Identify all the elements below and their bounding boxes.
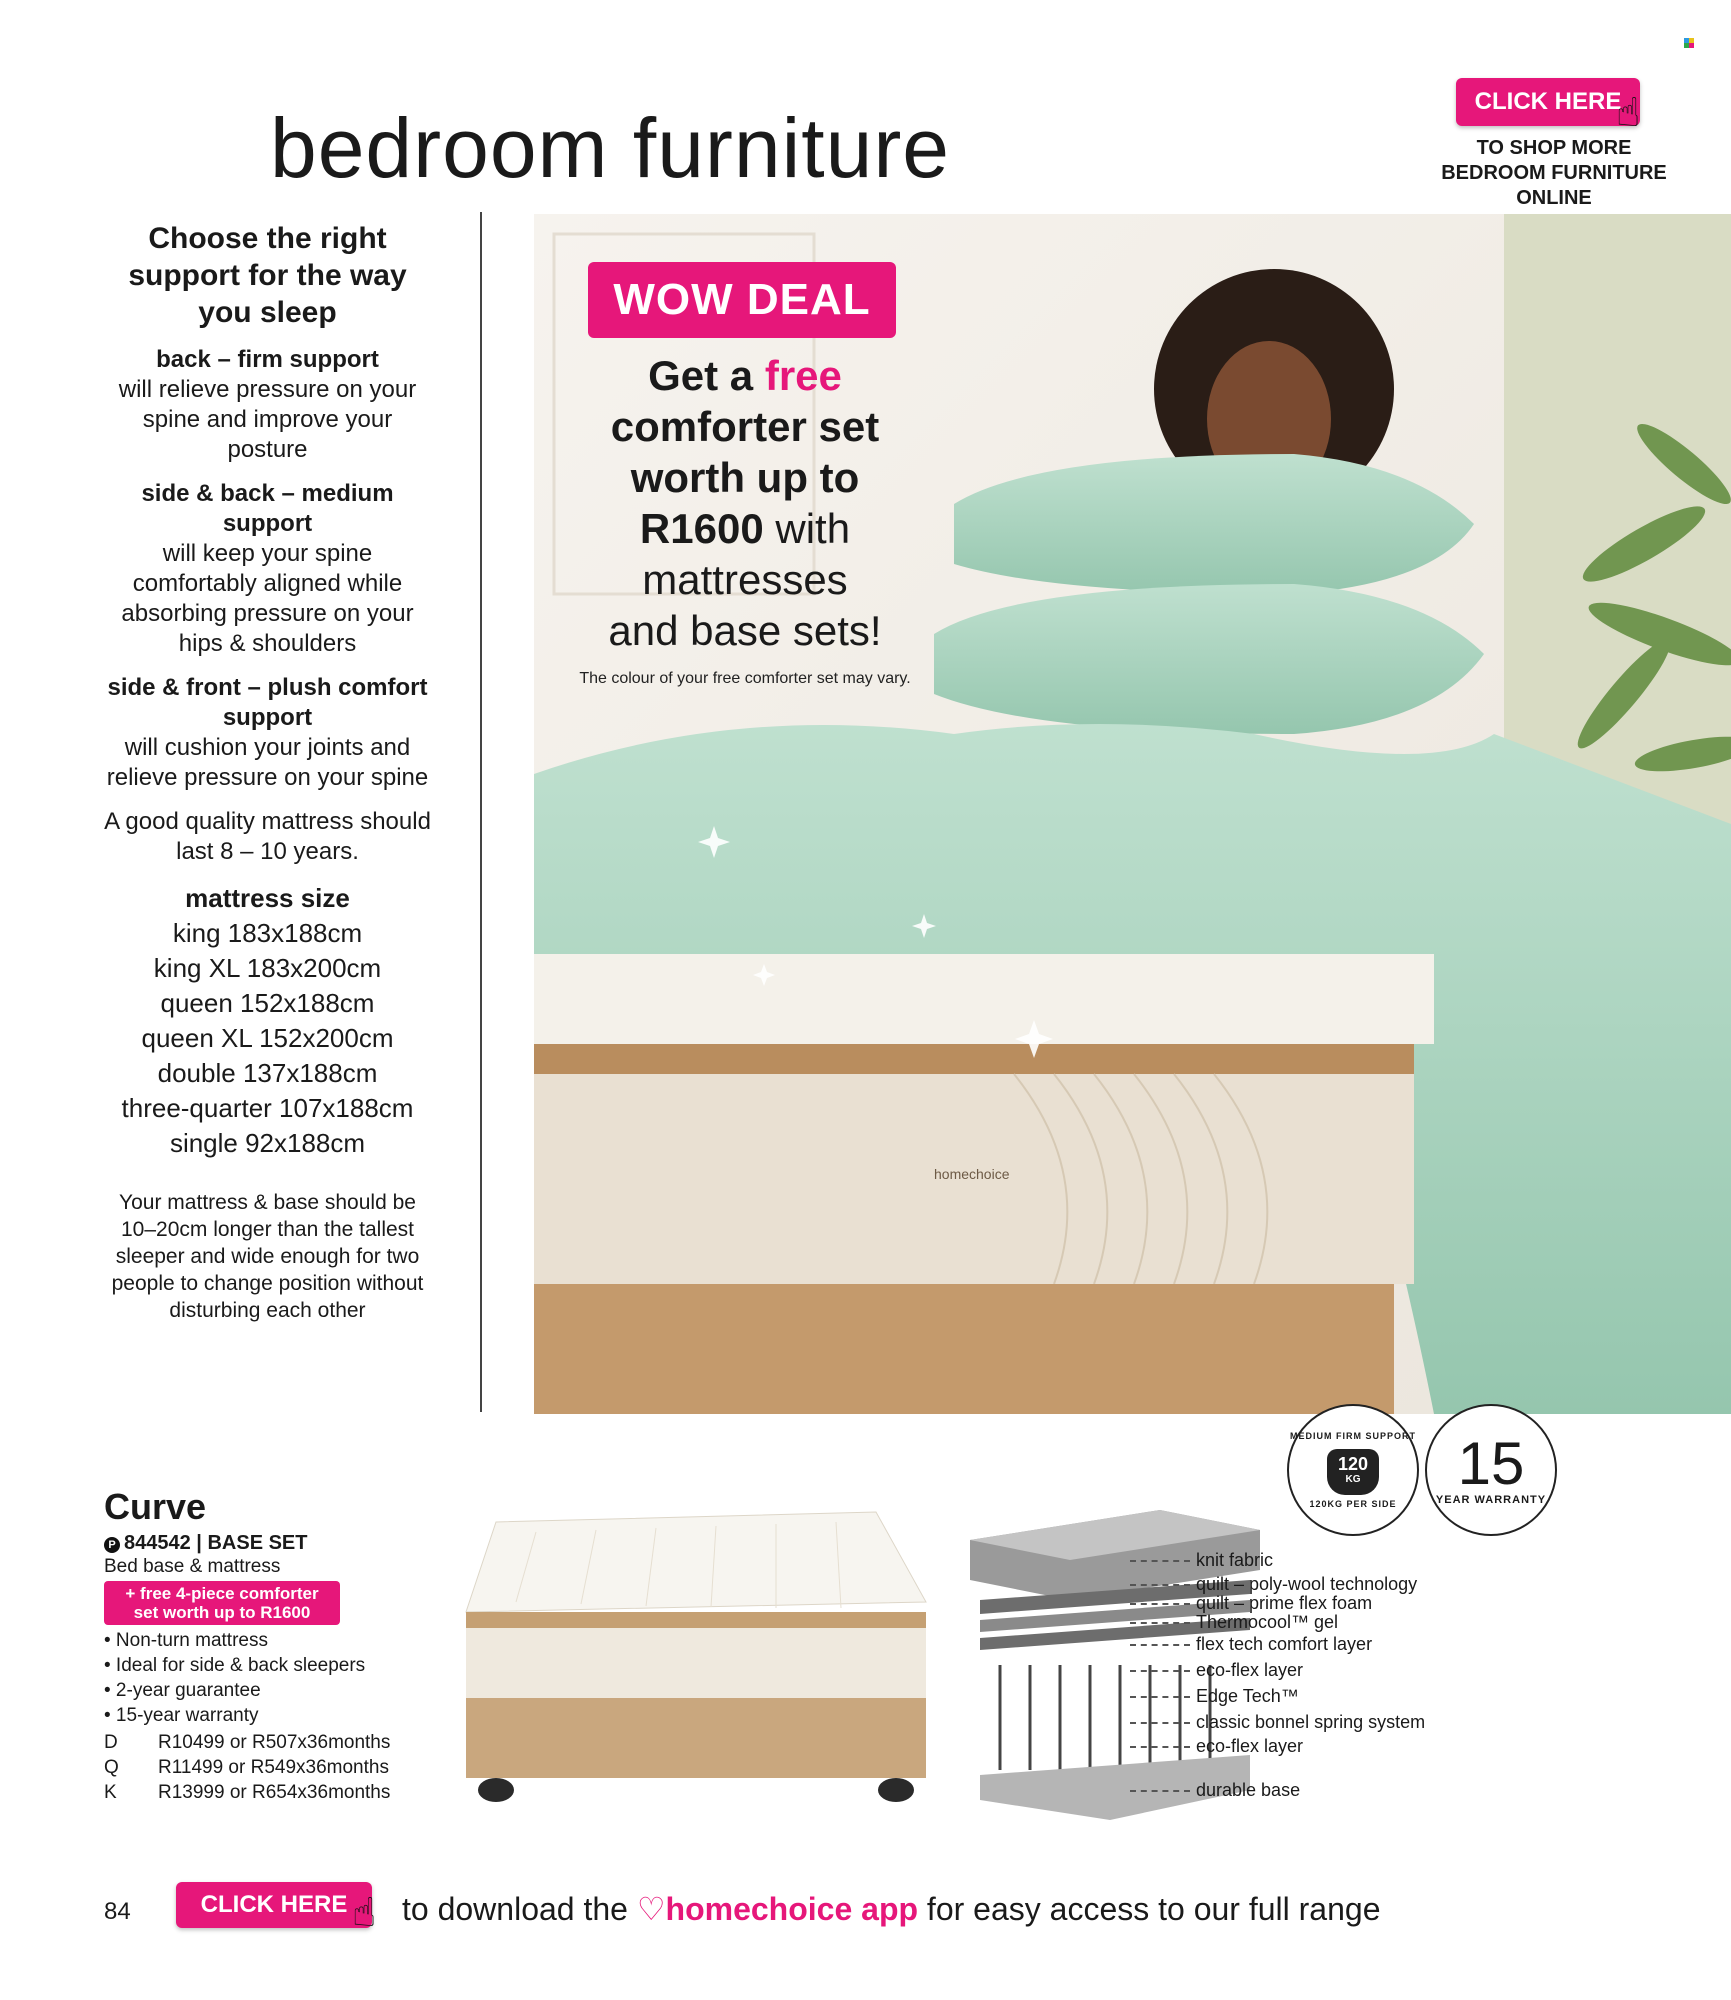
price-row [104, 1755, 390, 1780]
offer-line: and base sets! [608, 607, 882, 654]
weight-caption: 120KG PER SIDE [1309, 1499, 1397, 1509]
feature-item: • 2-year guarantee [104, 1680, 261, 1701]
weight-value: 120 [1337, 1454, 1369, 1474]
footer-text-pre: to download the [402, 1891, 628, 1927]
warranty-years: 15 [1457, 1430, 1525, 1497]
offer-line [560, 350, 930, 401]
support-block-side-front [100, 673, 435, 793]
price-row [104, 1780, 390, 1805]
offer-disclaimer: The colour of your free comforter set may vary. [579, 670, 911, 687]
feature-item: • Ideal for side & back sleepers [104, 1655, 366, 1676]
caption-line: BEDROOM FURNITURE [1441, 162, 1667, 184]
pointer-hand-icon: ☝ [352, 1891, 377, 1935]
free-comforter-promo [104, 1581, 340, 1625]
size-item: double 137x188cm [157, 1058, 378, 1088]
weight-unit: KG [1345, 1474, 1361, 1485]
price-size: D [104, 1732, 118, 1753]
wow-deal-badge: WOW DEAL [588, 262, 896, 338]
firmness-label: MEDIUM FIRM SUPPORT [1290, 1431, 1416, 1441]
price-row [104, 1730, 390, 1755]
column-divider [480, 212, 482, 1412]
layer-label: quilt – poly-wool technology [1196, 1574, 1418, 1594]
size-item: queen 152x188cm [160, 988, 375, 1018]
warranty-badge [1425, 1404, 1557, 1536]
price-value: R10499 or R507x36months [158, 1732, 391, 1753]
feature-item: • Non-turn mattress [104, 1630, 268, 1651]
offer-line [560, 503, 930, 554]
support-title: side & front – plush comfort support [107, 674, 428, 731]
support-title: side & back – medium support [141, 480, 394, 537]
layer-label: quilt – prime flex foam [1196, 1593, 1373, 1613]
offer-price: R1600 [639, 505, 764, 552]
layer-label: flex tech comfort layer [1196, 1634, 1373, 1654]
product-code-line: P 844542 | BASE SET [104, 1532, 308, 1555]
layer-label: classic bonnel spring system [1196, 1712, 1426, 1732]
offer-line [560, 452, 930, 503]
bed-set-image [456, 1492, 934, 1822]
product-features [104, 1628, 365, 1728]
price-size: K [104, 1782, 117, 1803]
size-item: queen XL 152x200cm [141, 1023, 394, 1053]
support-text: will keep your spine comfortably aligned while absorbing pressure on your hips & shoulders [121, 540, 414, 657]
price-table [104, 1730, 390, 1805]
size-item: king 183x188cm [172, 918, 363, 948]
shop-online-button[interactable]: CLICK HERE [1456, 78, 1640, 126]
offer-line: mattresses [642, 556, 848, 603]
feature-item: • 15-year warranty [104, 1705, 259, 1726]
size-item: king XL 183x200cm [153, 953, 382, 983]
pointer-hand-icon: ☝ [1616, 91, 1641, 135]
layer-label: durable base [1196, 1780, 1301, 1800]
heart-icon: ♡ [636, 1891, 666, 1927]
layer-label: knit fabric [1196, 1550, 1274, 1570]
size-item: single 92x188cm [169, 1128, 366, 1158]
layer-label: eco-flex layer [1196, 1736, 1304, 1756]
brand-name: homechoice app [665, 1891, 919, 1927]
page-number: 84 [104, 1898, 131, 1925]
mattress-brand-label: homechoice [934, 1166, 1010, 1182]
offer-free-word: free [764, 352, 842, 399]
offer-line [560, 401, 930, 452]
mattress-lifespan: A good quality mattress should last 8 – 10 years. [104, 808, 431, 865]
footer-text-post: for easy access to our full range [926, 1891, 1381, 1927]
page-title: bedroom furniture [270, 101, 951, 195]
layer-label: eco-flex layer [1196, 1660, 1304, 1680]
promo-line: + free 4-piece comforter [125, 1584, 319, 1603]
support-title: back – firm support [156, 346, 379, 373]
offer-word: comforter set [610, 403, 880, 450]
corner-logo-icon [1684, 38, 1694, 48]
size-item: three-quarter 107x188cm [121, 1093, 414, 1123]
layer-label: Edge Tech™ [1196, 1686, 1299, 1706]
sizing-note: Your mattress & base should be 10–20cm longer than the tallest sleeper and wide enough for two people to change position without disturbing each other [111, 1191, 424, 1322]
layer-label: Thermocool™ gel [1196, 1612, 1339, 1632]
sleep-support-guide [100, 220, 435, 1324]
offer-word: Get a [648, 352, 754, 399]
promo-line: set worth up to R1600 [133, 1603, 311, 1622]
support-text: will cushion your joints and relieve pressure on your spine [106, 734, 429, 791]
support-block-back [100, 345, 435, 465]
mattress-size-list [100, 881, 435, 1161]
support-text: will relieve pressure on your spine and improve your posture [118, 376, 417, 463]
product-code: 844542 [124, 1532, 191, 1554]
shop-online-caption [1420, 136, 1688, 211]
download-app-caption [402, 1890, 1380, 1928]
price-size: Q [104, 1757, 119, 1778]
offer-word: with [775, 505, 851, 552]
price-value: R13999 or R654x36months [158, 1782, 391, 1803]
download-app-button[interactable]: CLICK HERE [176, 1882, 372, 1928]
warranty-caption: YEAR WARRANTY [1435, 1494, 1547, 1506]
product-subtitle: Bed base & mattress [104, 1556, 281, 1577]
guide-heading: Choose the right support for the way you sleep [128, 222, 407, 329]
caption-line: TO SHOP MORE [1476, 137, 1632, 159]
offer-headline [560, 350, 930, 656]
caption-line: ONLINE [1516, 187, 1592, 209]
kettlebell-icon [1327, 1449, 1379, 1495]
support-block-side-back [100, 479, 435, 659]
product-name: Curve [104, 1486, 207, 1527]
offer-word: worth up to [630, 454, 860, 501]
price-value: R11499 or R549x36months [158, 1757, 389, 1778]
sizes-heading: mattress size [185, 883, 350, 913]
product-set-type: BASE SET [207, 1532, 308, 1554]
catalogue-icon: P [104, 1537, 120, 1553]
